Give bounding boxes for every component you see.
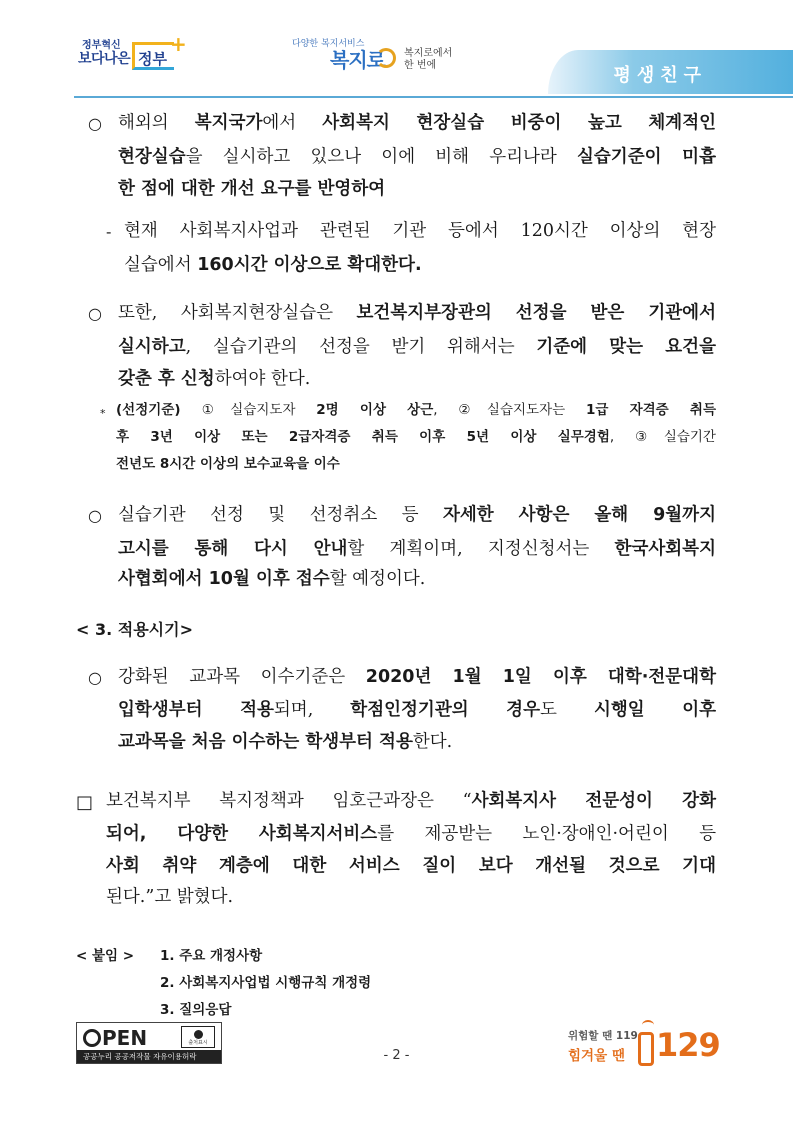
header-divider	[74, 96, 793, 98]
hotline-129-logo	[566, 1020, 726, 1070]
attribution-person-icon: 출처표시	[181, 1026, 215, 1048]
attachments-label: < 붙임 >	[76, 948, 135, 964]
hotline-line-2: 힘겨울 땐	[568, 1048, 625, 1064]
phone-icon	[638, 1032, 654, 1066]
note-line-1: (선정기준) ①실습지도자 2명 이상 상근, ②실습지도자는 1급 자격증 취득	[116, 402, 716, 418]
circle-bullet: ○	[88, 668, 102, 687]
circle-bullet: ○	[88, 506, 102, 525]
note-line-2: 후 3년 이상 또는 2급자격증 취득 이후 5년 이상 실무경험, ③실습기간	[116, 429, 716, 445]
p5-line-1: 보건복지부 복지정책과 임호근과장은 “사회복지사 전문성이 강화	[106, 791, 716, 811]
attachment-item: 3. 질의응답	[160, 1002, 232, 1018]
open-o-icon	[83, 1029, 101, 1047]
asterisk-mark: *	[100, 407, 106, 420]
p4-line-2: 입학생부터 적용되며, 학점인정기관의 경우도 시행일 이후	[118, 700, 717, 720]
circle-bullet: ○	[88, 304, 102, 323]
p2-line-2: 실시하고, 실습기관의 선정을 받기 위해서는 기준에 맞는 요건을	[118, 337, 716, 357]
attachment-item: 2. 사회복지사업법 시행규칙 개정령	[160, 975, 372, 991]
p5-line-2: 되어, 다양한 사회복지서비스를 제공받는 노인·장애인·어린이 등	[106, 824, 716, 844]
hotline-number: 129	[656, 1026, 720, 1064]
swoosh-icon	[376, 48, 396, 68]
hotline-line-1: 위험할 땐 119	[568, 1030, 638, 1042]
p5-line-4: 된다.”고 밝혔다.	[106, 887, 234, 907]
p4-line-1: 강화된 교과목 이수기준은 2020년 1월 1일 이후 대학·전문대학	[118, 667, 716, 687]
bokjiro-side-text: 복지로에서 한 번에	[404, 48, 453, 71]
page-number: - 2 -	[383, 1048, 410, 1063]
p3-line-2: 고시를 통해 다시 안내할 계획이며, 지정신청서는 한국사회복지	[118, 539, 716, 559]
open-wordmark: PEN	[83, 1026, 147, 1050]
p5-line-3: 사회 취약 계층에 대한 서비스 질이 보다 개선될 것으로 기대	[106, 856, 716, 876]
bokjiro-wordmark: 복지로	[330, 48, 385, 72]
p1sub-line-2: 실습에서 160시간 이상으로 확대한다.	[124, 255, 422, 275]
p1-line-2: 현장실습을 실시하고 있으나 이에 비해 우리나라 실습기준이 미흡	[118, 147, 716, 167]
page-header	[0, 0, 793, 100]
p1sub-line-1: 현재 사회복지사업과 관련된 기관 등에서 120시간 이상의 현장	[124, 221, 716, 241]
bokjiro-tagline: 다양한 복지서비스	[292, 39, 365, 49]
government-innovation-logo	[74, 32, 192, 72]
dash-bullet: -	[106, 222, 112, 241]
p4-line-3: 교과목을 처음 이수하는 학생부터 적용한다.	[118, 732, 453, 752]
p1-line-1: 해외의 복지국가에서 사회복지 현장실습 비중이 높고 체계적인	[118, 113, 717, 133]
p3-line-3: 사협회에서 10월 이후 접수할 예정이다.	[118, 569, 426, 589]
gov-logo-big-text: 보다나은	[78, 51, 131, 67]
bokjiro-logo	[280, 34, 480, 74]
p2-line-1: 또한, 사회복지현장실습은 보건복지부장관의 선정을 받은 기관에서	[118, 303, 716, 323]
banner-text: 평생친구	[613, 65, 707, 86]
gov-logo-box-text: 정부	[138, 50, 167, 68]
signal-waves-icon	[642, 1020, 654, 1030]
attachment-item: 1. 주요 개정사항	[160, 948, 263, 964]
note-line-3: 전년도 8시간 이상의 보수교육을 이수	[116, 456, 340, 472]
gov-logo-small-text: 정부혁신	[82, 40, 121, 51]
plus-icon: +	[170, 32, 187, 56]
open-license-caption: 공공누리 공공저작물 자유이용허락	[77, 1050, 221, 1063]
square-bullet: □	[76, 792, 94, 813]
section-heading-application-period: < 3. 적용시기>	[76, 620, 193, 639]
p2-line-3: 갖춘 후 신청하여야 한다.	[118, 369, 311, 389]
p3-line-1: 실습기관 선정 및 선정취소 등 자세한 사항은 올해 9월까지	[118, 505, 716, 525]
lifelong-friend-banner	[548, 50, 793, 94]
p1-line-3: 한 점에 대한 개선 요구를 반영하여	[118, 179, 386, 199]
circle-bullet: ○	[88, 114, 102, 133]
